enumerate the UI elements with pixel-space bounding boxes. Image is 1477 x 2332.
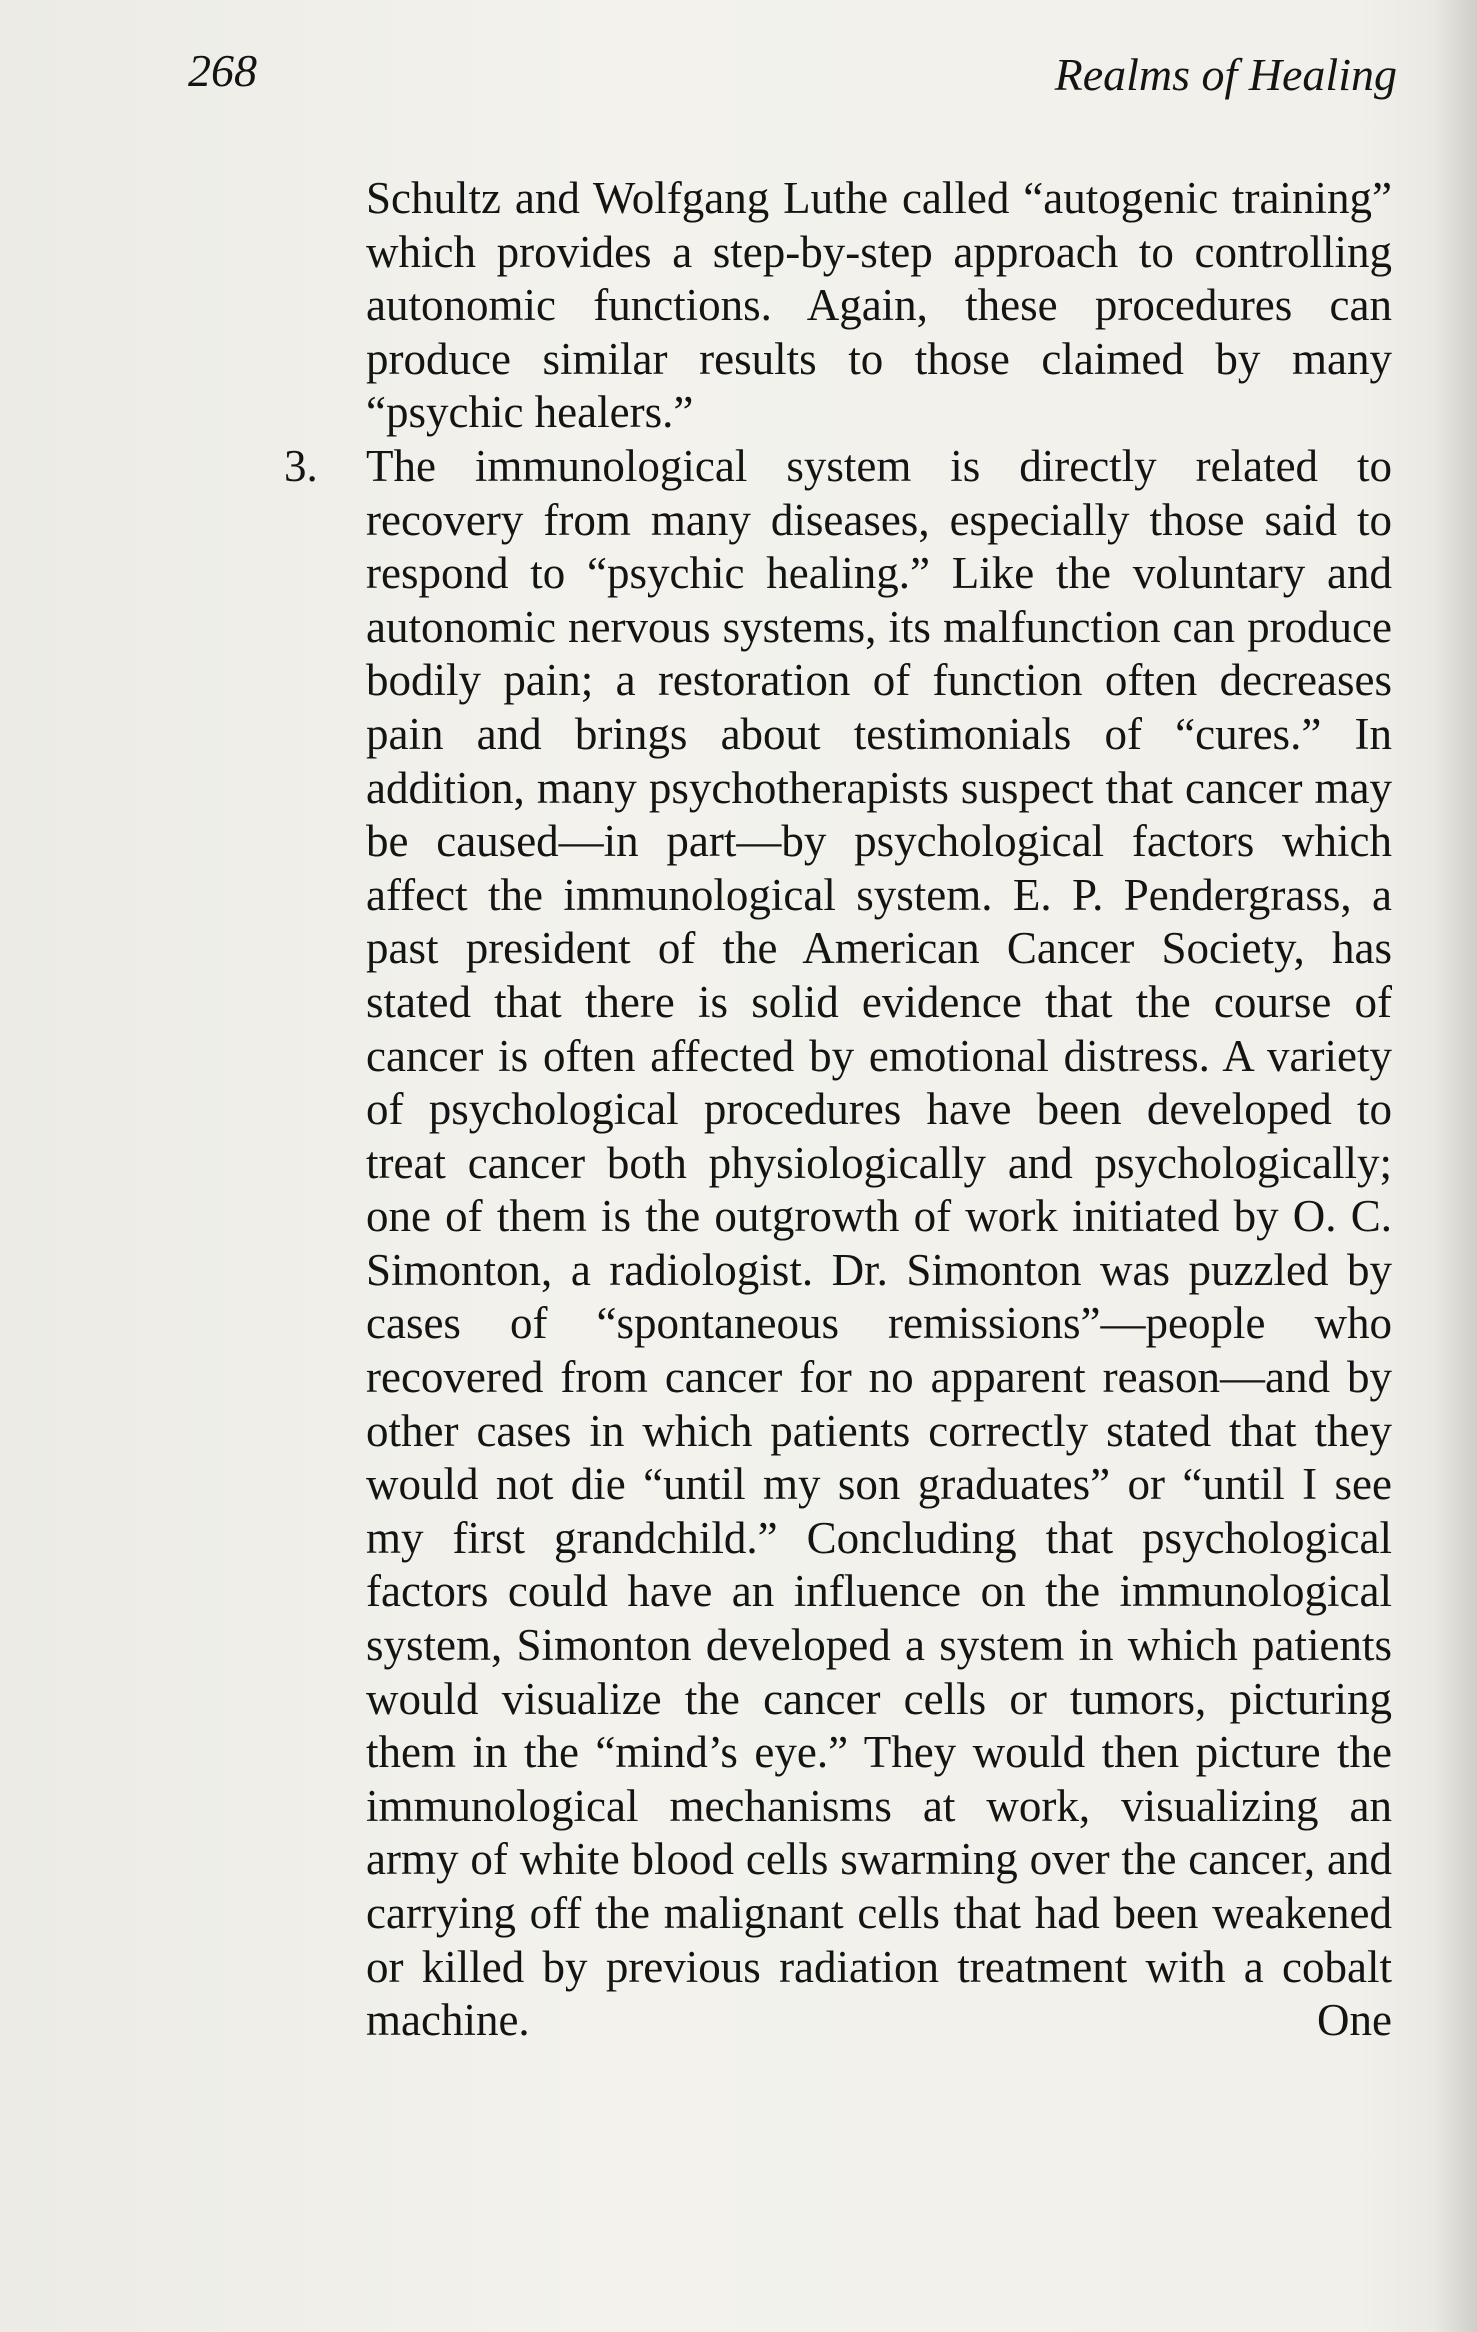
page-header — [188, 44, 1397, 114]
continuation-paragraph: Schultz and Wolfgang Luthe called “autogenic training” which provides a step-by-step approach to controlling autonomic functions. Again, these procedures can produce similar results to those claimed by many “psychic healers.” — [366, 173, 1392, 438]
body-text — [284, 172, 1392, 2048]
item-number: 3. — [284, 440, 318, 491]
item-3-text: The immunological system is directly related to recovery from many diseases, especially those said to respond to “psychic healing.” Like the voluntary and autonomic nervous systems, its malfunction can produce bodily pain; a restoration of function often decreases pain and brings about testimonials of “cures.” In addition, many psychotherapists suspect that cancer may be caused—in part—by psychological factors which affect the immunological system. E. P. Pendergrass, a past president of the American Cancer Society, has stated that there is solid evidence that the course of cancer is often affected by emotional distress. A variety of psychological procedures have been developed to treat cancer both physiologically and psychologically; one of them is the outgrowth of work initiated by O. C. Simonton, a radiologist. Dr. Simonton was puzzled by cases of “spontaneous remissions”—people who recovered from cancer for no apparent reason—and by other cases in which patients correctly stated that they would not die “until my son graduates” or “until I see my first grandchild.” Concluding that psychological factors could have an influence on the immunological system, Simonton developed a system in which patients would visualize the cancer cells or tumors, picturing them in the “mind’s eye.” They would then picture the immunological mechanisms at work, visualizing an army of white blood cells swarming over the cancer, and carrying off the malignant cells that had been weakened or killed by previous radiation treatment with a cobalt machine. One — [366, 440, 1392, 2046]
running-title: Realms of Healing — [1054, 49, 1397, 100]
spine-shadow — [1433, 0, 1477, 2332]
numbered-item-3 — [284, 440, 1392, 2048]
page-number: 268 — [188, 45, 257, 96]
